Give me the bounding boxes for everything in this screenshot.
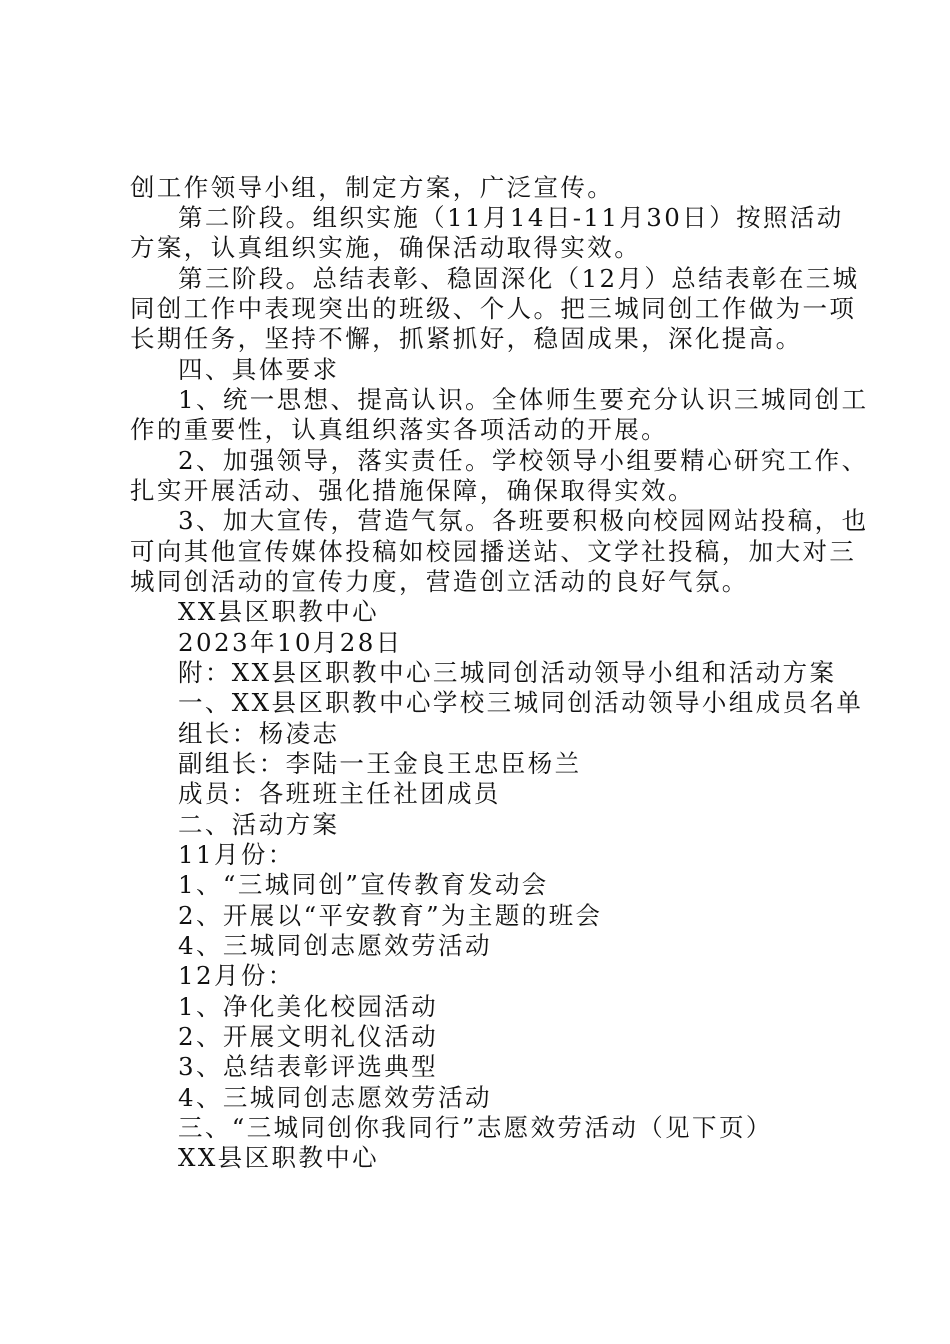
- list-item: 副组长：李陆一王金良王忠臣杨兰: [178, 749, 582, 778]
- list-item: 3、总结表彰评选典型: [178, 1052, 439, 1081]
- month-heading: 12月份：: [178, 961, 295, 990]
- paragraph-line: 第三阶段。总结表彰、稳固深化（12月）总结表彰在三城: [178, 264, 860, 293]
- list-item: 2、开展文明礼仪活动: [178, 1022, 439, 1051]
- paragraph-line: 可向其他宣传媒体投稿如校园播送站、文学社投稿，加大对三: [130, 537, 857, 566]
- list-item: 1、“三城同创”宣传教育发动会: [178, 870, 549, 899]
- paragraph-line: 长期任务，坚持不懈，抓紧抓好，稳固成果，深化提高。: [130, 324, 803, 353]
- paragraph-line: 扎实开展活动、强化措施保障，确保取得实效。: [130, 476, 695, 505]
- paragraph-line: 1、统一思想、提高认识。全体师生要充分认识三城同创工: [178, 385, 869, 414]
- paragraph-line: 城同创活动的宣传力度，营造创立活动的良好气氛。: [130, 567, 749, 596]
- list-item: 成员：各班班主任社团成员: [178, 779, 501, 808]
- paragraph-line: 第二阶段。组织实施（11月14日-11月30日）按照活动: [178, 203, 844, 232]
- signature-date: 2023年10月28日: [178, 628, 403, 657]
- paragraph-line: 作的重要性，认真组织落实各项活动的开展。: [130, 415, 668, 444]
- paragraph-line: 方案，认真组织实施，确保活动取得实效。: [130, 233, 642, 262]
- paragraph-line: 3、加大宣传，营造气氛。各班要积极向校园网站投稿，也: [178, 506, 869, 535]
- paragraph-line: 2、加强领导，落实责任。学校领导小组要精心研究工作、: [178, 446, 869, 475]
- section-heading: 一、XX县区职教中心学校三城同创活动领导小组成员名单: [178, 688, 864, 717]
- signature-organization: XX县区职教中心: [178, 1143, 380, 1172]
- list-item: 组长：杨凌志: [178, 719, 340, 748]
- list-item: 2、开展以“平安教育”为主题的班会: [178, 901, 603, 930]
- list-item: 4、三城同创志愿效劳活动: [178, 1083, 492, 1112]
- paragraph-line: 同创工作中表现突出的班级、个人。把三城同创工作做为一项: [130, 294, 857, 323]
- section-heading: 三、“三城同创你我同行”志愿效劳活动（见下页）: [178, 1113, 773, 1142]
- section-heading: 二、活动方案: [178, 810, 340, 839]
- list-item: 1、净化美化校园活动: [178, 992, 439, 1021]
- appendix-title: 附：XX县区职教中心三城同创活动领导小组和活动方案: [178, 658, 837, 687]
- list-item: 4、三城同创志愿效劳活动: [178, 931, 492, 960]
- signature-organization: XX县区职教中心: [178, 597, 380, 626]
- paragraph-line: 创工作领导小组，制定方案，广泛宣传。: [130, 173, 615, 202]
- month-heading: 11月份：: [178, 840, 295, 869]
- section-heading: 四、具体要求: [178, 355, 340, 384]
